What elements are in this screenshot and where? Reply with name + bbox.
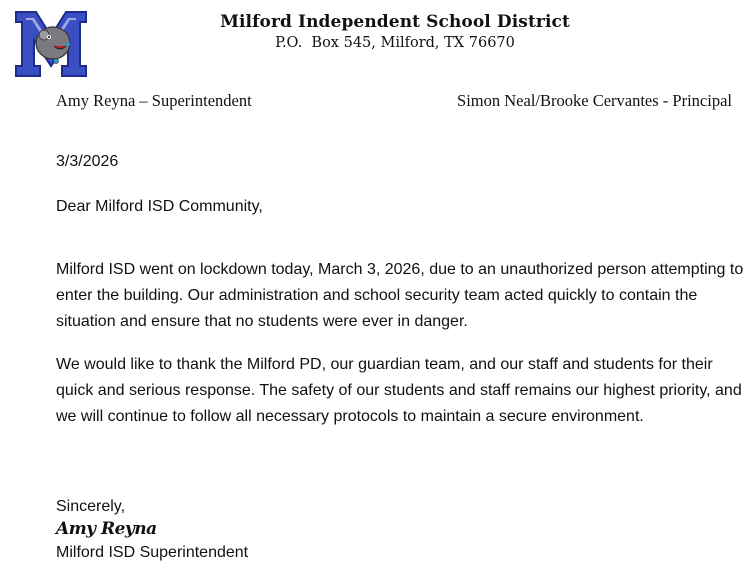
district-address: P.O. Box 545, Milford, TX 76670	[275, 35, 515, 51]
letter-date: 3/3/2026	[56, 153, 119, 170]
signature: Amy Reyna	[56, 519, 157, 539]
letter-paragraph: Milford ISD went on lockdown today, March 3, 2026, due to an unauthorized person attempting to enter the building. Our administration and school security team acted quickly to contain the situation and ensure that no students were ever in danger.	[56, 261, 744, 330]
letter-closing: Sincerely,	[56, 498, 126, 515]
letter-greeting: Dear Milford ISD Community,	[56, 198, 263, 215]
district-name: Milford Independent School District	[220, 12, 570, 32]
letter-paragraph: We would like to thank the Milford PD, our guardian team, and our staff and students for their quick and serious response. The safety of our students and staff remains our highest priority, and we will continue to follow all necessary protocols to maintain a secure environment.	[56, 356, 742, 425]
principals-line: Simon Neal/Brooke Cervantes - Principal	[457, 91, 732, 110]
superintendent-line: Amy Reyna – Superintendent	[56, 91, 252, 110]
signer-title: Milford ISD Superintendent	[56, 544, 249, 561]
